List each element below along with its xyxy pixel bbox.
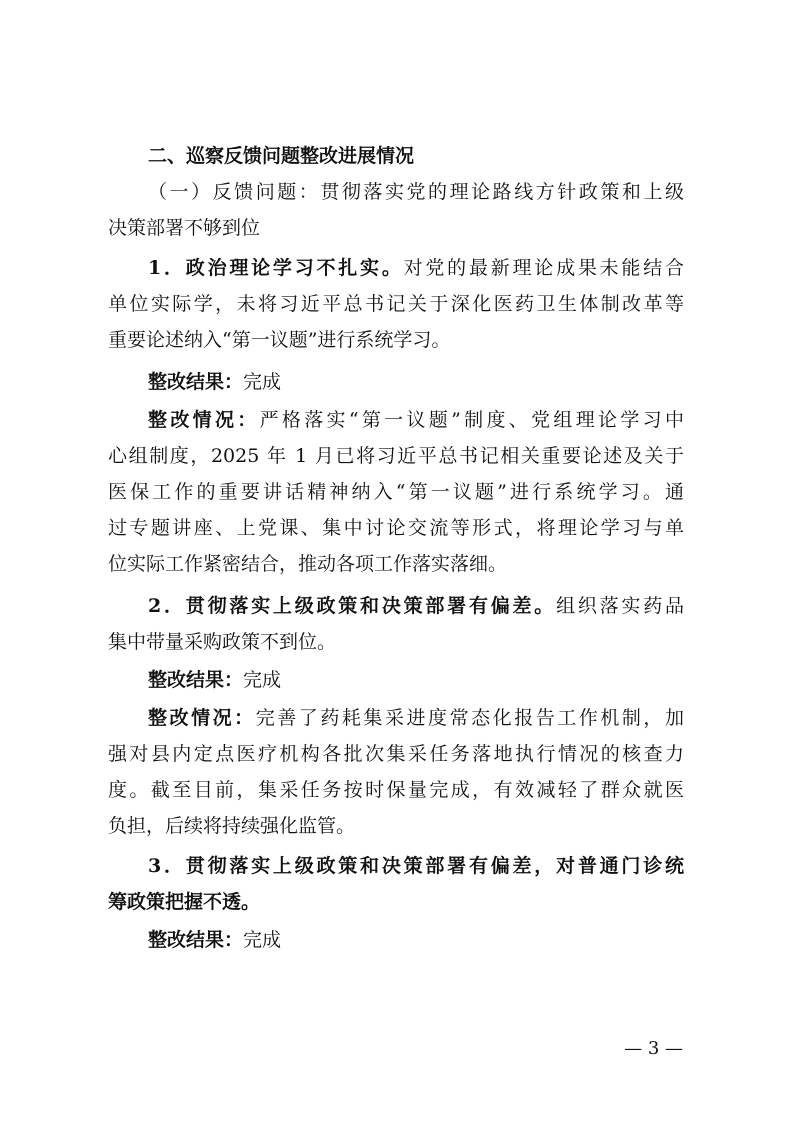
item-2-status-line-2: 强对县内定点医疗机构各批次集采任务落地执行情况的核查力 bbox=[108, 743, 684, 765]
item-3-result bbox=[148, 922, 684, 958]
item-2-status-line-4: 负担，后续将持续强化监管。 bbox=[108, 815, 356, 837]
item-1-status-line-1 bbox=[148, 402, 684, 438]
item-3-title-line-2: 筹政策把握不透。 bbox=[108, 891, 261, 913]
item-2-result bbox=[148, 662, 684, 698]
item-2-status-line-3: 度。截至目前，集采任务按时保量完成，有效减轻了群众就医 bbox=[108, 779, 684, 801]
item-1-result-value: 完成 bbox=[243, 371, 282, 393]
item-2-status-line-1 bbox=[148, 700, 684, 736]
subsection-heading-line-2: 决策部署不够到位 bbox=[108, 217, 261, 239]
item-3-result-value: 完成 bbox=[243, 929, 282, 951]
item-1-status-label: 整改情况： bbox=[148, 409, 260, 431]
item-1-status-line-3: 医保工作的重要讲话精神纳入“第一议题”进行系统学习。通 bbox=[108, 481, 684, 503]
item-2-result-value: 完成 bbox=[243, 669, 282, 691]
item-3-title-line-1: 3．贯彻落实上级政策和决策部署有偏差，对普通门诊统 bbox=[148, 855, 684, 877]
item-1-paragraph-line-1 bbox=[148, 250, 684, 286]
item-2-paragraph-line-1 bbox=[148, 588, 684, 624]
item-2-status-label: 整改情况： bbox=[148, 707, 256, 729]
page-number: — 3 — bbox=[624, 1038, 683, 1059]
item-2-text: 组织落实药品 bbox=[556, 595, 684, 617]
section-heading: 二、巡察反馈问题整改进展情况 bbox=[148, 145, 415, 167]
item-1-paragraph-line-2: 单位实际学，未将习近平总书记关于深化医药卫生体制改革等 bbox=[108, 293, 684, 315]
item-2-title: 2．贯彻落实上级政策和决策部署有偏差。 bbox=[148, 595, 557, 617]
item-3-result-label: 整改结果： bbox=[148, 929, 244, 951]
item-1-text: 对党的最新理论成果未能结合 bbox=[403, 257, 684, 279]
item-1-status-line-5: 位实际工作紧密结合，推动各项工作落实落细。 bbox=[108, 553, 508, 575]
item-1-paragraph-line-3: 重要论述纳入“第一议题”进行系统学习。 bbox=[108, 329, 451, 351]
item-2-result-label: 整改结果： bbox=[148, 669, 244, 691]
item-2-paragraph-line-2: 集中带量采购政策不到位。 bbox=[108, 631, 337, 653]
item-1-result-label: 整改结果： bbox=[148, 371, 244, 393]
subsection-heading-line-1: （一）反馈问题：贯彻落实党的理论路线方针政策和上级 bbox=[148, 181, 684, 203]
item-1-status-line-4: 过专题讲座、上党课、集中讨论交流等形式，将理论学习与单 bbox=[108, 517, 684, 539]
item-1-status-text: 严格落实“第一议题”制度、党组理论学习中 bbox=[259, 409, 684, 431]
item-1-status-line-2: 心组制度，2025 年 1 月已将习近平总书记相关重要论述及关于 bbox=[108, 445, 684, 467]
item-1-result bbox=[148, 364, 684, 400]
item-1-title: 1．政治理论学习不扎实。 bbox=[148, 257, 404, 279]
item-2-status-text: 完善了药耗集采进度常态化报告工作机制，加 bbox=[255, 707, 684, 729]
